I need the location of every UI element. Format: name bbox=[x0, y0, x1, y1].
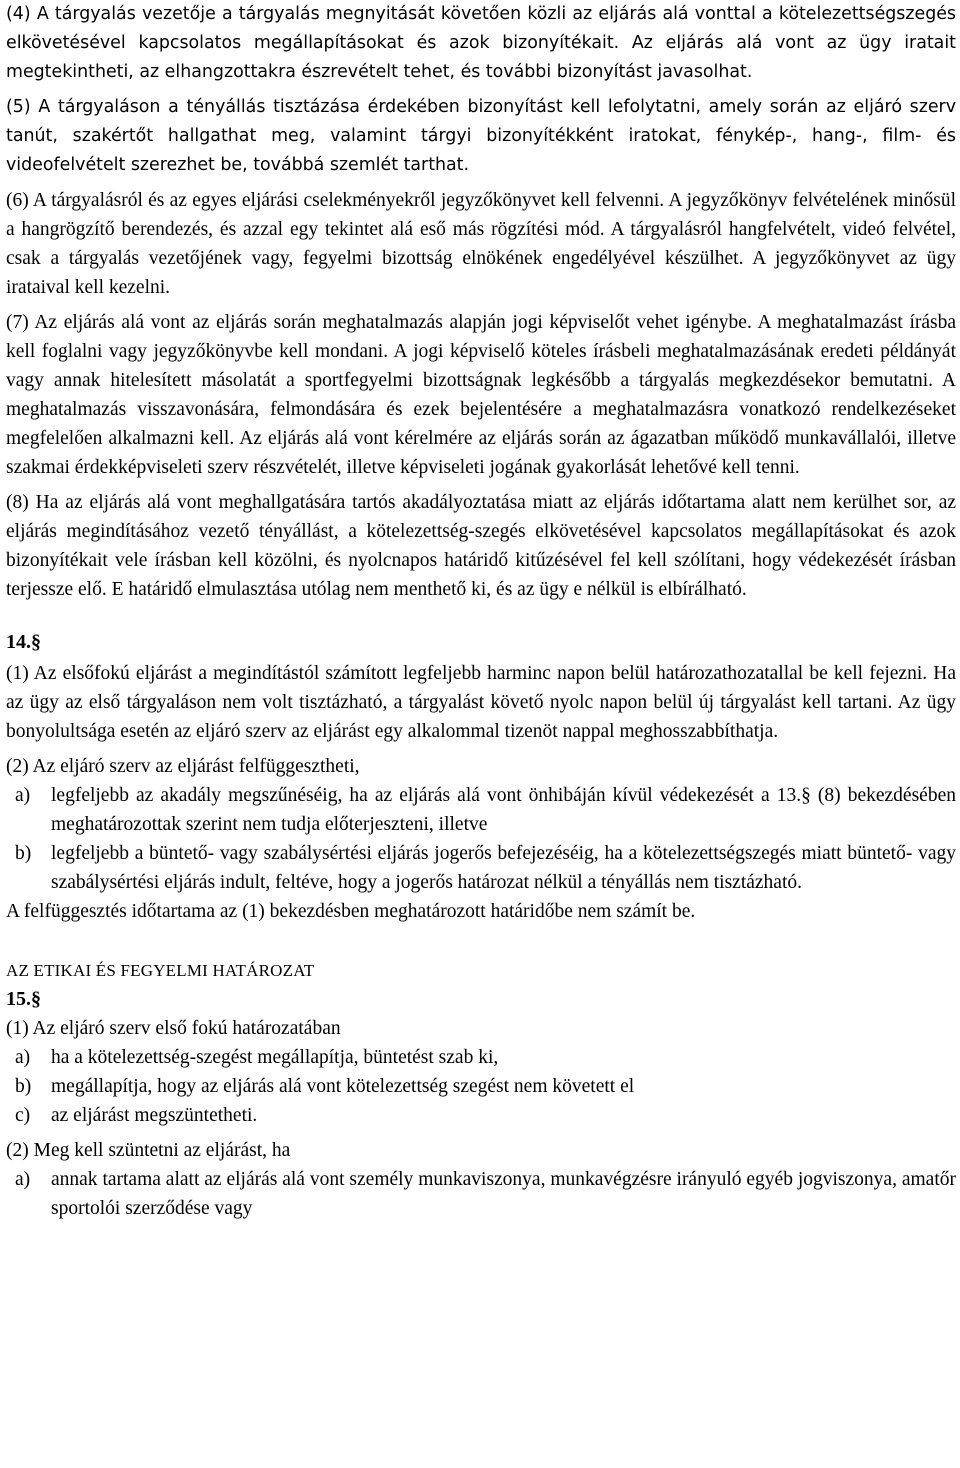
list-item bbox=[6, 839, 956, 897]
list-item-text: legfeljebb a büntető- vagy szabálysértési eljárás jogerős befejezéséig, ha a kötelezettségszegés miatt büntető- vagy szabálysértési eljárás indult, feltéve, hogy a jogerős határozat nélkül a tényállás nem tisztázható. bbox=[51, 843, 956, 893]
list-item bbox=[6, 1043, 956, 1072]
section-15-heading: 15.§ bbox=[6, 988, 41, 1010]
section-14-paragraph-3: A felfüggesztés időtartama az (1) bekezdésben meghatározott határidőbe nem számít be. bbox=[6, 901, 696, 922]
section-title: AZ ETIKAI ÉS FEGYELMI HATÁROZAT bbox=[6, 961, 315, 980]
section-14-paragraph-2: (2) Az eljáró szerv az eljárást felfüggesztheti, bbox=[6, 756, 360, 777]
section-14-heading: 14.§ bbox=[6, 631, 41, 653]
paragraph-7: (7) Az eljárás alá vont az eljárás során meghatalmazás alapján jogi képviselőt vehet igénybe. A meghatalmazást írásba kell foglalni vagy jegyzőkönyvbe kell mondani. A jogi képviselő köteles írásbeli meghatalmazásának eredeti példányát vagy annak hitelesített másolatát a sportfegyelmi bizottságnak legkésőbb a tárgyalás megkezdésekor bemutatni. A meghatalmazás visszavonására, felmondására és ezek bejelentésére a meghatalmazásra vonatkozó rendelkezéseket megfelelően alkalmazni kell. Az eljárás alá vont kérelmére az eljárás során az ágazatban működő munkavállalói, illetve szakmai érdekképviseleti szerv részvételét, illetve képviseleti jogának gyakorlását lehetővé kell tenni. bbox=[6, 312, 956, 478]
document-page bbox=[6, 0, 956, 1223]
list-item-text: megállapítja, hogy az eljárás alá vont kötelezettség szegést nem követett el bbox=[51, 1076, 635, 1097]
list-item-label: a) bbox=[15, 785, 31, 806]
paragraph-6: (6) A tárgyalásról és az egyes eljárási cselekményekről jegyzőkönyvet kell felvenni. A jegyzőkönyv felvételének minősül a hangrögzítő berendezés, és azzal egy tekintet alá eső más rögzítési mód. A tárgyalásról hangfelvételt, videó felvétel, csak a tárgyalás vezetőjének vagy, fegyelmi bizottság elnökének engedélyével készülhet. A jegyzőkönyvet az ügy irataival kell kezelni. bbox=[6, 190, 956, 298]
paragraph-5: (5) A tárgyaláson a tényállás tisztázása érdekében bizonyítást kell lefolytatni, amely során az eljáró szerv tanút, szakértőt hallgathat meg, valamint tárgyi bizonyítékként iratokat, fénykép-, hang-, film- és videofelvételt szerezhet be, továbbá szemlét tarthat. bbox=[6, 97, 956, 175]
paragraph-4: (4) A tárgyalás vezetője a tárgyalás megnyitását követően közli az eljárás alá vonttal a kötelezettségszegés elkövetésével kapcsolatos megállapításokat és azok bizonyítékait. Az eljárás alá vont az ügy iratait megtekintheti, az elhangzottakra észrevételt tehet, és további bizonyítást javasolhat. bbox=[6, 4, 956, 82]
list-item-text: ha a kötelezettség-szegést megállapítja, büntetést szab ki, bbox=[51, 1047, 499, 1068]
list-item-text: legfeljebb az akadály megszűnéséig, ha az eljárás alá vont önhibáján kívül védekezését a 13.§ (8) bekezdésében meghatározottak szerint nem tudja előterjeszteni, illetve bbox=[51, 785, 956, 835]
section-15-paragraph-1: (1) Az eljáró szerv első fokú határozatában bbox=[6, 1018, 341, 1039]
list-item-text: annak tartama alatt az eljárás alá vont személy munkaviszonya, munkavégzésre irányuló egyéb jogviszonya, amatőr sportolói szerződése vagy bbox=[51, 1169, 956, 1219]
list-item bbox=[6, 1101, 956, 1130]
list-item bbox=[6, 1165, 956, 1223]
paragraph-8: (8) Ha az eljárás alá vont meghallgatására tartós akadályoztatása miatt az eljárás időtartama alatt nem kerülhet sor, az eljárás megindításához vezető tényállást, a kötelezettség-szegés elkövetésével kapcsolatos megállapításokat és azok bizonyítékait vele írásban kell közölni, és nyolcnapos határidő kitűzésével fel kell szólítani, hogy védekezését írásban terjessze elő. E határidő elmulasztása utólag nem menthető ki, és az ügy e nélkül is elbírálható. bbox=[6, 492, 956, 600]
list-item-label: b) bbox=[15, 843, 32, 864]
list-item-text: az eljárást megszüntetheti. bbox=[51, 1105, 258, 1126]
list-item-label: a) bbox=[15, 1047, 31, 1068]
section-14-paragraph-1: (1) Az elsőfokú eljárást a megindítástól számított legfeljebb harminc napon belül határozathozatallal be kell fejezni. Ha az ügy az első tárgyaláson nem volt tisztázható, a tárgyalást követő nyolc napon belül új tárgyalást kell tartani. Az ügy bonyolultsága esetén az eljáró szerv az eljárást egy alkalommal tizenöt nappal meghosszabbíthatja. bbox=[6, 663, 956, 742]
list-item bbox=[6, 1072, 956, 1101]
list-item-label: a) bbox=[15, 1169, 31, 1190]
list-item bbox=[6, 781, 956, 839]
section-15-paragraph-2: (2) Meg kell szüntetni az eljárást, ha bbox=[6, 1140, 291, 1161]
list-item-label: b) bbox=[15, 1076, 32, 1097]
list-item-label: c) bbox=[15, 1105, 31, 1126]
